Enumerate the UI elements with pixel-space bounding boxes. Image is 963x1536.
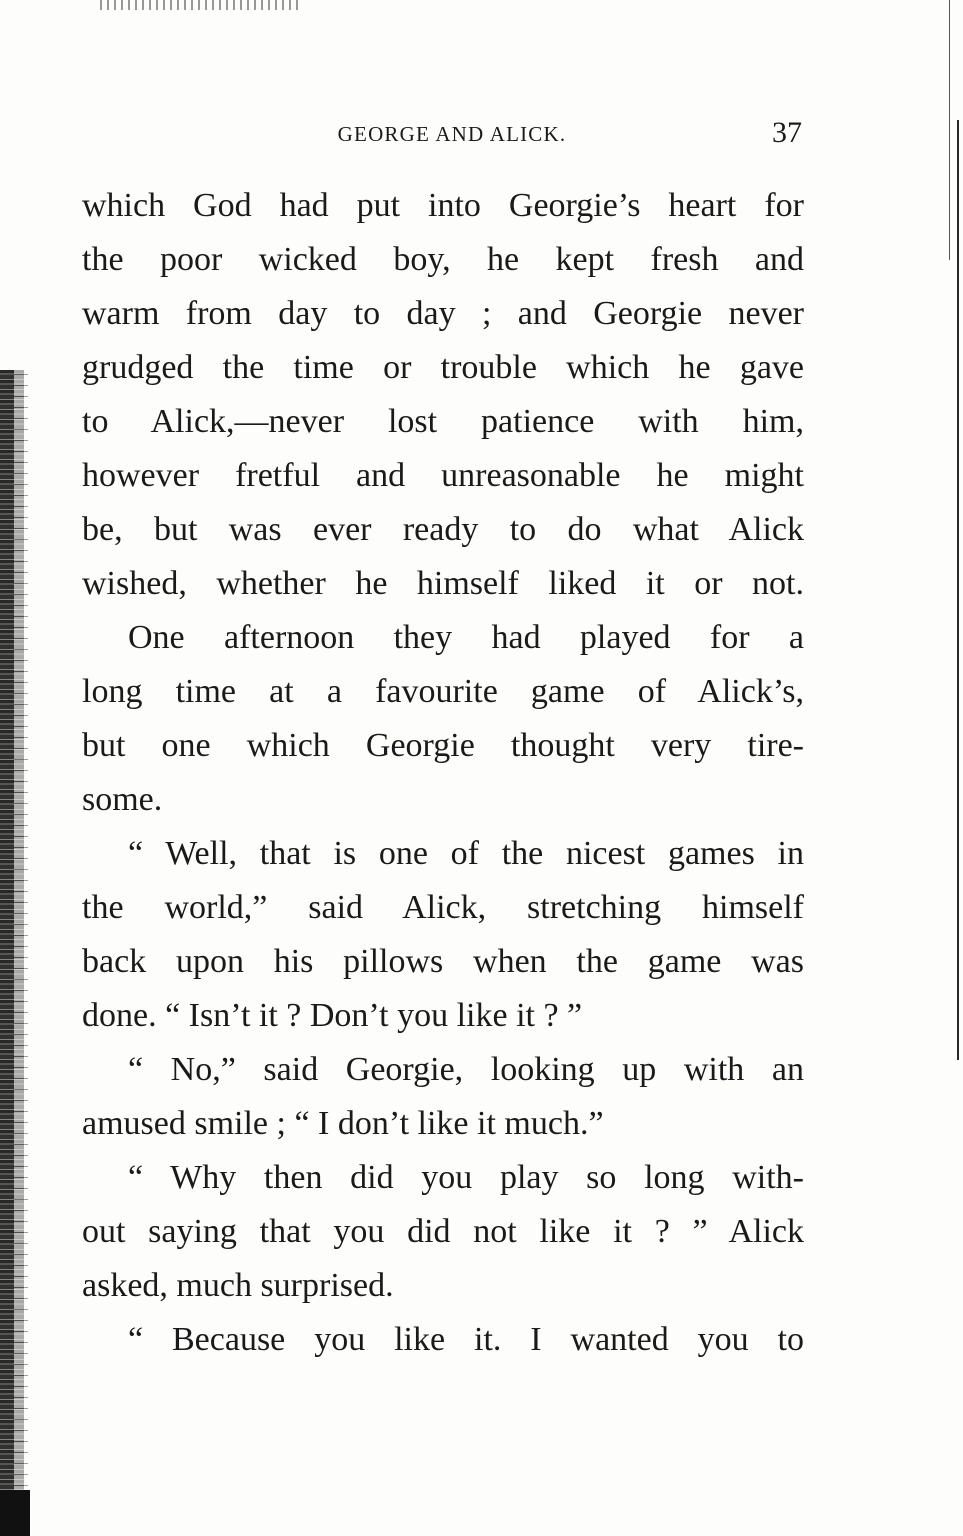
text-line: however fretful and unreasonable he might (82, 457, 804, 494)
page-edge-rule-top (949, 0, 950, 260)
text-line: back upon his pillows when the game was (82, 943, 804, 980)
text-line: “ Why then did you play so long with- (128, 1159, 804, 1196)
text-line: “ No,” said Georgie, looking up with an (128, 1051, 804, 1088)
text-line: the poor wicked boy, he kept fresh and (82, 241, 804, 278)
text-line: warm from day to day ; and Georgie never (82, 295, 804, 332)
page-number: 37 (772, 116, 802, 149)
page-header (82, 116, 802, 152)
text-line: which God had put into Georgie’s heart for (82, 187, 804, 224)
text-line: “ Well, that is one of the nicest games in (128, 835, 804, 872)
binding-edge-corner (0, 1490, 30, 1536)
text-line: out saying that you did not like it ? ” Alick (82, 1213, 804, 1250)
text-line: to Alick,—never lost patience with him, (82, 403, 804, 440)
running-title: GEORGE AND ALICK. (337, 122, 567, 146)
text-line: amused smile ; “ I don’t like it much.” (82, 1105, 604, 1142)
text-line: grudged the time or trouble which he gave (82, 349, 804, 386)
binding-edge (0, 370, 24, 1536)
text-line: asked, much surprised. (82, 1267, 394, 1304)
text-line: long time at a favourite game of Alick’s, (82, 673, 804, 710)
page-edge-rule (957, 120, 959, 1060)
text-line: done. “ Isn’t it ? Don’t you like it ? ” (82, 997, 583, 1034)
text-line: “ Because you like it. I wanted you to (128, 1321, 804, 1358)
scan-specks (100, 0, 300, 10)
text-line: some. (82, 781, 163, 818)
text-line: the world,” said Alick, stretching himself (82, 889, 804, 926)
text-line: but one which Georgie thought very tire- (82, 727, 804, 764)
text-line: be, but was ever ready to do what Alick (82, 511, 804, 548)
text-line: wished, whether he himself liked it or not. (82, 565, 804, 602)
body-text (82, 179, 804, 1367)
text-line: One afternoon they had played for a (128, 619, 804, 656)
